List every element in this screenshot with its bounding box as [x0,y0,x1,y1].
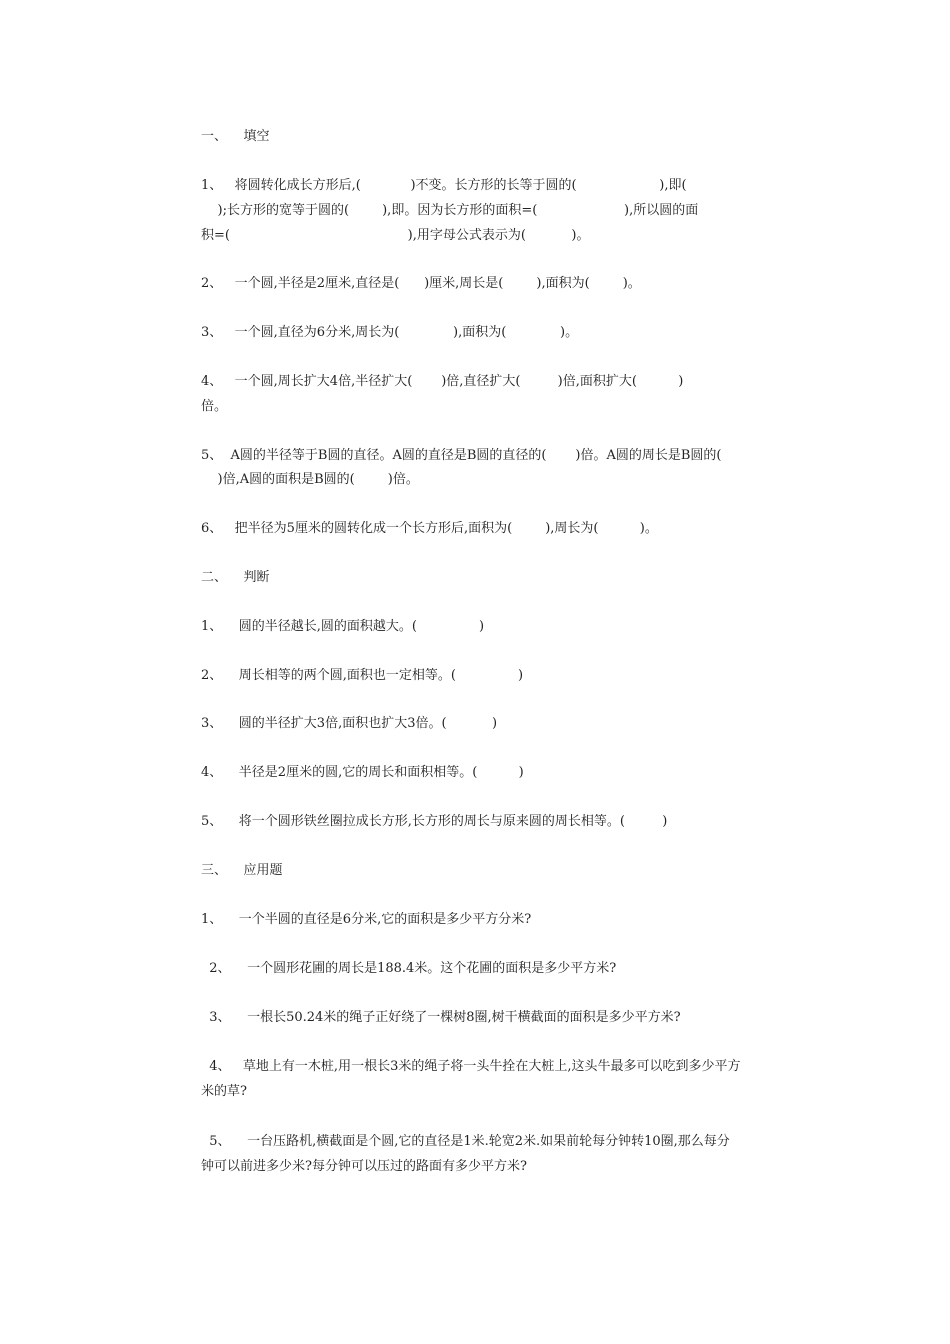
fill-question-4-line-2: 倍。 [201,399,228,414]
fill-question-1-line-3: 积=( ),用字母公式表示为( )。 [201,228,590,243]
application-question-1: 1、 一个半圆的直径是6分米,它的面积是多少平方分米? [201,912,532,927]
fill-question-4-line-1: 4、 一个圆,周长扩大4倍,半径扩大( )倍,直径扩大( )倍,面积扩大( ) [201,374,684,389]
application-question-2: 2、 一个圆形花圃的周长是188.4米。这个花圃的面积是多少平方米? [201,961,617,976]
judgment-item-2: 2、 周长相等的两个圆,面积也一定相等。( ) [201,668,524,683]
fill-question-1-line-2: );长方形的宽等于圆的( ),即。因为长方形的面积=( ),所以圆的面 [201,203,699,218]
application-question-5-line-2: 钟可以前进多少米?每分钟可以压过的路面有多少平方米? [201,1159,527,1174]
fill-question-6: 6、 把半径为5厘米的圆转化成一个长方形后,面积为( ),周长为( )。 [201,521,658,536]
judgment-item-4: 4、 半径是2厘米的圆,它的周长和面积相等。( ) [201,765,524,780]
section-heading-application: 三、 应用题 [201,863,283,878]
fill-question-1-line-1: 1、 将圆转化成长方形后,( )不变。长方形的长等于圆的( ),即( [201,178,687,193]
application-question-3: 3、 一根长50.24米的绳子正好绕了一棵树8圈,树干横截面的面积是多少平方米? [201,1010,681,1025]
fill-question-2: 2、 一个圆,半径是2厘米,直径是( )厘米,周长是( ),面积为( )。 [201,276,641,291]
judgment-item-1: 1、 圆的半径越长,圆的面积越大。( ) [201,619,485,634]
fill-question-5-line-1: 5、 A圆的半径等于B圆的直径。A圆的直径是B圆的直径的( )倍。A圆的周长是B圆的( [201,448,722,463]
judgment-item-3: 3、 圆的半径扩大3倍,面积也扩大3倍。( ) [201,716,498,731]
fill-question-3: 3、 一个圆,直径为6分米,周长为( ),面积为( )。 [201,325,579,340]
application-question-5-line-1: 5、 一台压路机,横截面是个圆,它的直径是1米.轮宽2米.如果前轮每分钟转10圈,那么每分 [201,1134,730,1149]
section-heading-judgment: 二、 判断 [201,570,270,585]
fill-question-5-line-2: )倍,A圆的面积是B圆的( )倍。 [201,472,419,487]
application-question-4-line-2: 米的草? [201,1084,247,1099]
section-heading-fill-in: 一、 填空 [201,129,270,144]
judgment-item-5: 5、 将一个圆形铁丝圈拉成长方形,长方形的周长与原来圆的周长相等。( ) [201,814,668,829]
application-question-4-line-1: 4、 草地上有一木桩,用一根长3米的绳子将一头牛拴在大桩上,这头牛最多可以吃到多少平方 [201,1059,741,1074]
